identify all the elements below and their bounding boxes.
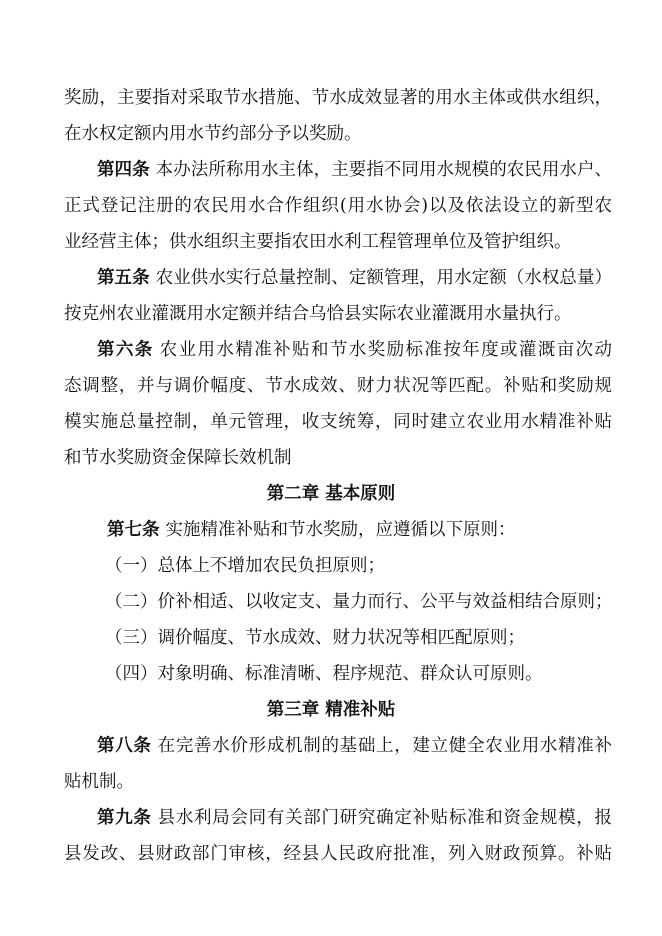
article-text: 农业供水实行总量控制、定额管理，用水定额（水权总量） <box>155 268 612 288</box>
article-text: 县水利局会同有关部门研究确定补贴标准和资金规模，报 <box>157 808 612 828</box>
article-7-label: 第七条 <box>107 520 160 540</box>
article-5-line <box>97 266 612 290</box>
chapter-3-heading: 第三章 精准补贴 <box>266 700 396 720</box>
paragraph-line: 贴机制。 <box>64 772 134 792</box>
chapter-2-heading: 第二章 基本原则 <box>266 484 396 504</box>
article-6-line <box>97 338 612 362</box>
article-text: 本办法所称用水主体，主要指不同用水规模的农民用水户、 <box>155 160 612 180</box>
paragraph-line: 县发改、县财政部门审核，经县人民政府批准，列入财政预算。补贴 <box>64 844 612 864</box>
paragraph-line: 态调整，并与调价幅度、节水成效、财力状况等匹配。补贴和奖励规 <box>64 376 612 396</box>
principle-item: （四）对象明确、标准清晰、程序规范、群众认可原则。 <box>105 664 543 684</box>
principle-item: （三）调价幅度、节水成效、财力状况等相匹配原则； <box>105 628 525 648</box>
article-5-label: 第五条 <box>97 268 150 288</box>
article-8-line <box>97 734 612 758</box>
paragraph-line: 模实施总量控制，单元管理，收支统筹，同时建立农业用水精准补贴 <box>64 412 612 432</box>
principle-item: （二）价补相适、以收定支、量力而行、公平与效益相结合原则； <box>105 592 613 612</box>
principle-item: （一）总体上不增加农民负担原则； <box>105 556 385 576</box>
article-4-line <box>97 158 612 182</box>
article-text: 在完善水价形成机制的基础上，建立健全农业用水精准补 <box>157 736 612 756</box>
article-9-line <box>97 806 612 830</box>
article-text: 农业用水精准补贴和节水奖励标准按年度或灌溉亩次动 <box>159 340 612 360</box>
paragraph-line: 和节水奖励资金保障长效机制 <box>64 448 292 468</box>
article-7-line <box>107 518 612 542</box>
article-6-label: 第六条 <box>97 340 154 360</box>
article-4-label: 第四条 <box>97 160 150 180</box>
article-9-label: 第九条 <box>97 808 152 828</box>
paragraph-line: 正式登记注册的农民用水合作组织(用水协会)以及依法设立的新型农 <box>64 196 612 216</box>
paragraph-line: 在水权定额内用水节约部分予以奖励。 <box>64 124 362 144</box>
paragraph-line: 按克州农业灌溉用水定额并结合乌恰县实际农业灌溉用水量执行。 <box>64 304 572 324</box>
article-text: 实施精准补贴和节水奖励，应遵循以下原则： <box>165 520 516 540</box>
paragraph-line: 业经营主体；供水组织主要指农田水利工程管理单位及管护组织。 <box>64 232 572 252</box>
article-8-label: 第八条 <box>97 736 152 756</box>
paragraph-line: 奖励，主要指对采取节水措施、节水成效显著的用水主体或供水组织， <box>64 88 612 108</box>
